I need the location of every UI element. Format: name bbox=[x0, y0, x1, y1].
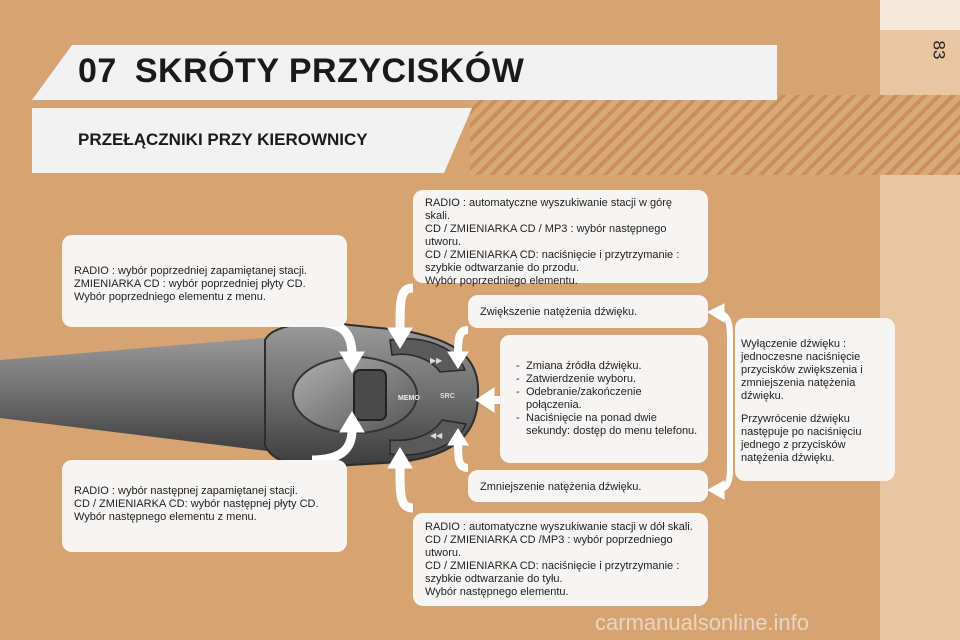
callout-line: Wyłączenie dźwięku : jednoczesne naciśnięcie przycisków zwiększenia i zmniejszenia natężenia dźwięku. bbox=[741, 338, 863, 402]
callout-mute bbox=[735, 318, 895, 481]
callout-line: CD / ZMIENIARKA CD /MP3 : wybór poprzedniego utworu. bbox=[425, 534, 673, 559]
rewind-icon: ◀◀ bbox=[430, 431, 443, 440]
callout-line: Wybór poprzedniego elementu. bbox=[425, 275, 578, 287]
list-item: - Zmiana źródła dźwięku. bbox=[516, 360, 700, 373]
callout-line: CD / ZMIENIARKA CD: wybór następnej płyty CD. bbox=[74, 498, 319, 510]
mute-arrow-top bbox=[708, 304, 724, 322]
callout-line: Zwiększenie natężenia dźwięku. bbox=[480, 306, 638, 318]
callout-line: Wybór poprzedniego elementu z menu. bbox=[74, 291, 266, 303]
memo-label: MEMO bbox=[398, 395, 420, 402]
callout-line: Wybór następnego elementu z menu. bbox=[74, 511, 257, 523]
callout-line: Wybór następnego elementu. bbox=[425, 586, 569, 598]
callout-next-station bbox=[62, 460, 347, 552]
spacer bbox=[741, 403, 889, 413]
callout-volume-down bbox=[468, 470, 708, 502]
callout-prev-station bbox=[62, 235, 347, 327]
callout-line: CD / ZMIENIARKA CD / MP3 : wybór następnego utworu. bbox=[425, 223, 667, 248]
callout-line: Przywrócenie dźwięku następuje po naciśnięciu jednego z przycisków natężenia dźwięku. bbox=[741, 413, 862, 464]
callout-line: RADIO : automatyczne wyszukiwanie stacji w dół skali. bbox=[425, 521, 693, 533]
list-item: - Odebranie/zakończenie połączenia. bbox=[516, 386, 700, 412]
watermark: carmanualsonline.info bbox=[595, 610, 810, 635]
src-list bbox=[504, 360, 700, 438]
src-label: SRC bbox=[440, 393, 455, 400]
callout-line: CD / ZMIENIARKA CD: naciśnięcie i przytrzymanie : szybkie odtwarzanie do przodu. bbox=[425, 249, 680, 274]
callout-volume-up bbox=[468, 295, 708, 328]
mute-arrow-bottom bbox=[708, 481, 724, 499]
memo-wheel[interactable] bbox=[354, 370, 386, 420]
callout-line: ZMIENIARKA CD : wybór poprzedniej płyty CD. bbox=[74, 278, 306, 290]
chapter-number: 07 bbox=[78, 52, 117, 90]
callout-seek-up bbox=[413, 190, 708, 287]
forward-icon: ▶▶ bbox=[430, 356, 443, 365]
page-number: 83 bbox=[929, 40, 949, 60]
callout-src-button bbox=[500, 335, 708, 463]
arrow-seek-up bbox=[400, 288, 413, 330]
callout-line: Zmniejszenie natężenia dźwięku. bbox=[480, 481, 642, 493]
arrow-vol-down bbox=[458, 442, 468, 468]
arrow-seek-down bbox=[400, 465, 413, 508]
list-item: - Zatwierdzenie wyboru. bbox=[516, 373, 700, 386]
callout-line: RADIO : wybór poprzedniej zapamiętanej stacji. bbox=[74, 265, 307, 277]
list-item: - Naciśnięcie na ponad dwie sekundy: dostęp do menu telefonu. bbox=[516, 412, 700, 438]
callout-line: RADIO : automatyczne wyszukiwanie stacji w górę skali. bbox=[425, 197, 672, 222]
callout-line: CD / ZMIENIARKA CD: naciśnięcie i przytrzymanie : szybkie odtwarzanie do tyłu. bbox=[425, 560, 680, 585]
section-title: PRZEŁĄCZNIKI PRZY KIEROWNICY bbox=[78, 130, 368, 149]
stalk-arm bbox=[0, 335, 300, 455]
arrow-vol-up bbox=[458, 330, 468, 355]
callout-line: RADIO : wybór następnej zapamiętanej stacji. bbox=[74, 485, 298, 497]
chapter-title: SKRÓTY PRZYCISKÓW bbox=[134, 52, 525, 90]
mute-bracket bbox=[712, 312, 730, 490]
callout-seek-down bbox=[413, 513, 708, 606]
